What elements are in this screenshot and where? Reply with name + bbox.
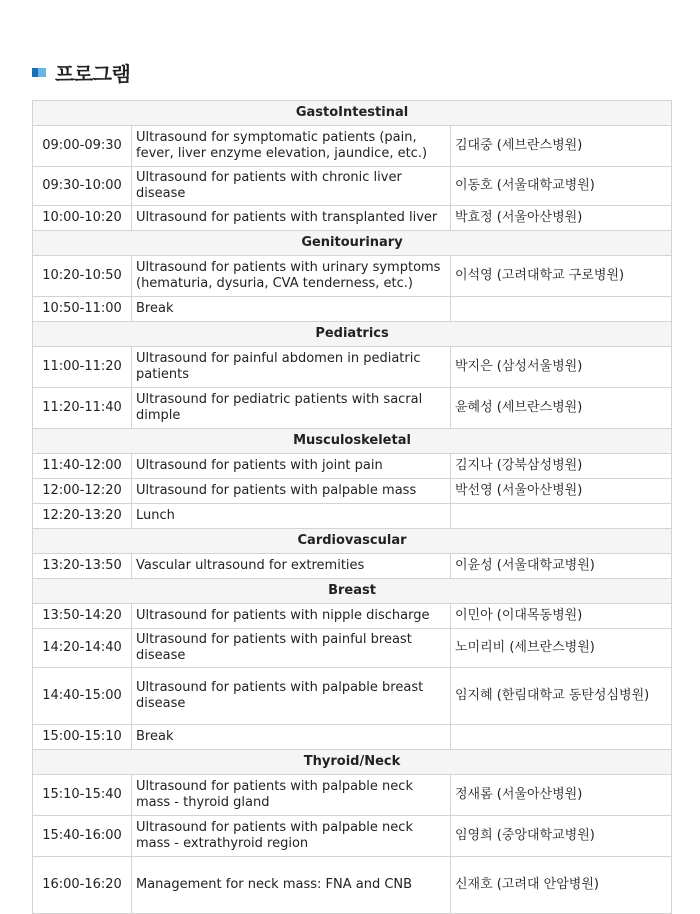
session-speaker: 정새롬 (서울아산병원) [451,775,672,816]
session-topic: Ultrasound for symptomatic patients (pain, fever, liver enzyme elevation, jaundice, etc.) [132,126,451,167]
session-time: 10:00-10:20 [33,206,132,231]
session-time: 13:20-13:50 [33,554,132,579]
session-topic: Ultrasound for painful abdomen in pediatric patients [132,347,451,388]
section-title: Cardiovascular [33,529,672,554]
session-speaker [451,504,672,529]
session-row [33,668,672,725]
session-topic: Ultrasound for patients with chronic liver disease [132,167,451,206]
session-row [33,816,672,857]
session-speaker: 이윤성 (서울대학교병원) [451,554,672,579]
session-row [33,775,672,816]
session-topic: Management for neck mass: FNA and CNB [132,857,451,914]
session-time: 13:50-14:20 [33,604,132,629]
session-speaker: 노미리비 (세브란스병원) [451,629,672,668]
session-row [33,629,672,668]
session-speaker [451,725,672,750]
section-header-row [33,429,672,454]
section-title: Thyroid/Neck [33,750,672,775]
session-row [33,554,672,579]
session-time: 16:00-16:20 [33,857,132,914]
session-speaker: 이동호 (서울대학교병원) [451,167,672,206]
session-topic: Lunch [132,504,451,529]
session-row [33,857,672,914]
page-title: 프로그램 [55,62,131,86]
session-speaker: 박지은 (삼성서울병원) [451,347,672,388]
session-topic: Ultrasound for patients with palpable neck mass - extrathyroid region [132,816,451,857]
session-row [33,256,672,297]
session-row [33,347,672,388]
program-schedule-table [32,100,672,914]
session-row [33,725,672,750]
session-time: 12:00-12:20 [33,479,132,504]
session-time: 10:50-11:00 [33,297,132,322]
session-speaker [451,297,672,322]
session-time: 15:40-16:00 [33,816,132,857]
section-bullet-icon [32,68,46,77]
session-topic: Ultrasound for patients with nipple discharge [132,604,451,629]
session-time: 15:10-15:40 [33,775,132,816]
session-speaker: 윤혜성 (세브란스병원) [451,388,672,429]
session-row [33,388,672,429]
session-time: 14:40-15:00 [33,668,132,725]
session-speaker: 임영희 (중앙대학교병원) [451,816,672,857]
section-header-row [33,529,672,554]
section-title: Genitourinary [33,231,672,256]
session-topic: Ultrasound for patients with urinary symptoms (hematuria, dysuria, CVA tenderness, etc.) [132,256,451,297]
session-row [33,126,672,167]
session-topic: Break [132,725,451,750]
session-topic: Break [132,297,451,322]
session-time: 12:20-13:20 [33,504,132,529]
session-time: 15:00-15:10 [33,725,132,750]
section-header-row [33,231,672,256]
session-time: 10:20-10:50 [33,256,132,297]
session-speaker: 박효정 (서울아산병원) [451,206,672,231]
session-row [33,604,672,629]
session-topic: Ultrasound for patients with palpable neck mass - thyroid gland [132,775,451,816]
section-header-row [33,750,672,775]
session-time: 11:40-12:00 [33,454,132,479]
session-speaker: 김대중 (세브란스병원) [451,126,672,167]
session-topic: Ultrasound for patients with joint pain [132,454,451,479]
session-row [33,504,672,529]
session-speaker: 이석영 (고려대학교 구로병원) [451,256,672,297]
session-time: 09:30-10:00 [33,167,132,206]
session-row [33,297,672,322]
section-header-row [33,579,672,604]
session-row [33,479,672,504]
session-row [33,167,672,206]
session-topic: Ultrasound for patients with transplanted liver [132,206,451,231]
session-topic: Vascular ultrasound for extremities [132,554,451,579]
section-title: GastoIntestinal [33,101,672,126]
session-speaker: 이민아 (이대목동병원) [451,604,672,629]
page-header [32,58,130,87]
session-speaker: 박선영 (서울아산병원) [451,479,672,504]
session-topic: Ultrasound for patients with palpable breast disease [132,668,451,725]
session-topic: Ultrasound for pediatric patients with sacral dimple [132,388,451,429]
session-speaker: 임지혜 (한림대학교 동탄성심병원) [451,668,672,725]
session-time: 09:00-09:30 [33,126,132,167]
section-title: Breast [33,579,672,604]
session-row [33,454,672,479]
section-title: Pediatrics [33,322,672,347]
session-time: 11:00-11:20 [33,347,132,388]
session-time: 14:20-14:40 [33,629,132,668]
session-row [33,206,672,231]
section-header-row [33,322,672,347]
session-speaker: 신재호 (고려대 안암병원) [451,857,672,914]
session-topic: Ultrasound for patients with painful breast disease [132,629,451,668]
section-header-row [33,101,672,126]
session-speaker: 김지나 (강북삼성병원) [451,454,672,479]
section-title: Musculoskeletal [33,429,672,454]
session-topic: Ultrasound for patients with palpable mass [132,479,451,504]
session-time: 11:20-11:40 [33,388,132,429]
